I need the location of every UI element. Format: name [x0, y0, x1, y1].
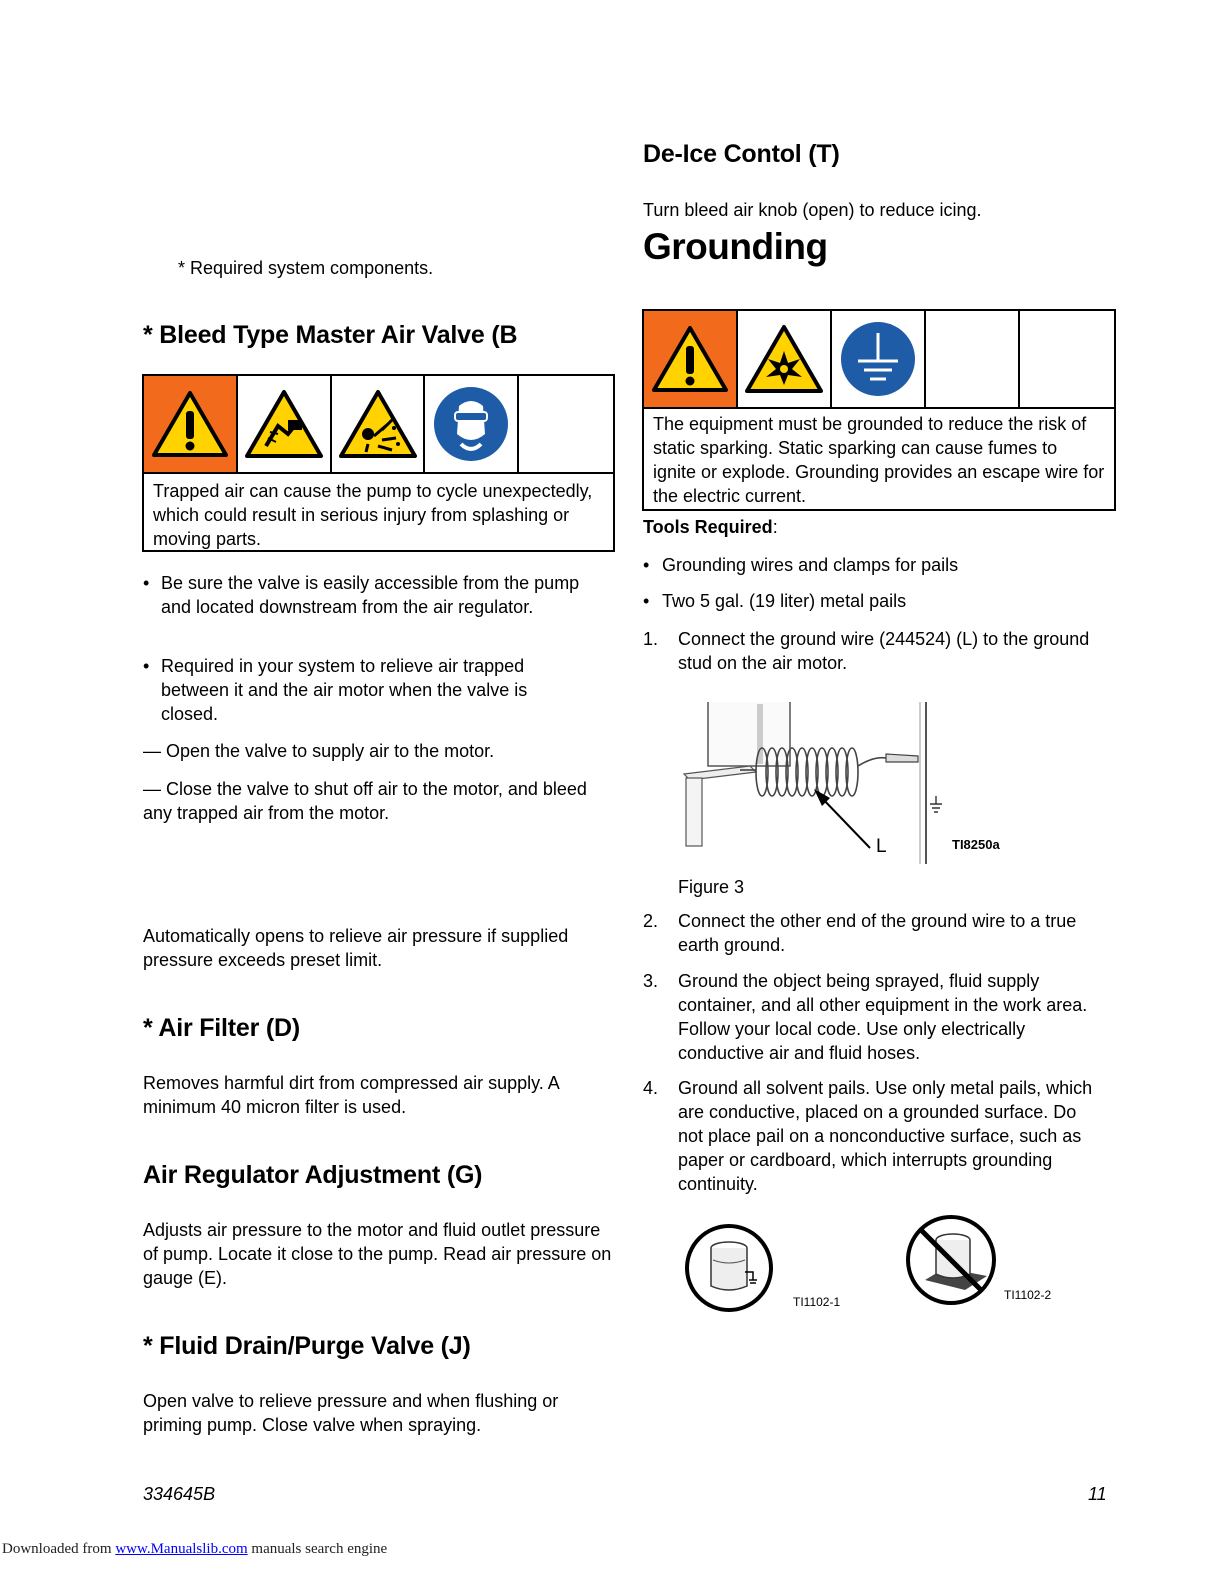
pail-code-1: TI1102-1: [793, 1295, 841, 1309]
tools-label: Tools Required: [643, 517, 773, 537]
bullet-text: Required in your system to relieve air trapped between it and the air motor when the valve is closed.: [161, 656, 528, 724]
open-valve-line: — Open the valve to supply air to the motor.: [143, 741, 495, 761]
eye-protection-icon: [425, 376, 519, 472]
step-3: 3. Ground the object being sprayed, fluid supply container, and all other equipment in the work area. Follow your local code. Use only electrically conductive air and fluid hoses.: [643, 971, 1088, 1063]
page-number: 11: [1088, 1484, 1107, 1504]
deice-heading: De-Ice Contol (T): [643, 140, 840, 168]
grounded-pail-icon: [683, 1220, 783, 1316]
required-note: * Required system components.: [178, 258, 434, 278]
tools-bullet-2: • Two 5 gal. (19 liter) metal pails: [643, 589, 1103, 613]
figure-callout-l: L: [876, 836, 887, 857]
warning-exclamation-icon: [144, 376, 238, 472]
grounding-heading: Grounding: [643, 226, 828, 267]
warning-exclamation-icon: [644, 311, 738, 407]
relief-valve-text: Automatically opens to relieve air pressure if supplied pressure exceeds preset limit.: [143, 926, 569, 970]
close-valve-line: — Close the valve to shut off air to the motor, and bleed any trapped air from the motor.: [143, 779, 587, 823]
bullet-text: Be sure the valve is easily accessible from the pump and located downstream from the air regulator.: [161, 573, 580, 617]
grounding-warning-box: [642, 309, 1116, 511]
ground-symbol-icon: [832, 311, 926, 407]
warning-icon-row: [644, 311, 1114, 409]
empty-icon-cell: [519, 376, 613, 472]
warning-icon-row: [144, 376, 613, 474]
bleed-warning-box: [142, 374, 615, 552]
empty-icon-cell: [926, 311, 1020, 407]
step-4: 4. Ground all solvent pails. Use only metal pails, which are conductive, placed on a grounded surface. Do not place pail on a nonconductive surface, such as paper or cardboard, which interrupts grounding continuity.: [643, 1078, 1093, 1194]
deice-text: Turn bleed air knob (open) to reduce icing.: [643, 200, 982, 220]
pail-code-2: TI1102-2: [1004, 1288, 1052, 1302]
air-regulator-text: Adjusts air pressure to the motor and fluid outlet pressure of pump. Locate it close to the pump. Read air pressure on gauge (E).: [143, 1220, 612, 1288]
air-filter-heading: * Air Filter (D): [143, 1014, 300, 1042]
air-filter-text: Removes harmful dirt from compressed air supply. A minimum 40 micron filter is used.: [143, 1073, 559, 1117]
fluid-drain-heading: * Fluid Drain/Purge Valve (J): [143, 1332, 471, 1360]
tools-bullet-1: • Grounding wires and clamps for pails: [643, 553, 1103, 577]
moving-parts-hazard-icon: [238, 376, 332, 472]
figure-caption: Figure 3: [678, 877, 745, 897]
step-2: 2. Connect the other end of the ground wire to a true earth ground.: [643, 911, 1077, 955]
step-1: 1. Connect the ground wire (244524) (L) to the ground stud on the air motor.: [643, 629, 1090, 673]
ground-wire-figure: [680, 700, 1020, 868]
bleed-bullet-1: • Be sure the valve is easily accessible from the pump and located downstream from the air regulator.: [143, 571, 583, 619]
figure-code: TI8250a: [952, 837, 1000, 852]
fluid-drain-text: Open valve to relieve pressure and when flushing or priming pump. Close valve when spraying.: [143, 1391, 559, 1435]
bullet-text: Grounding wires and clamps for pails: [662, 555, 959, 575]
grounding-warning-text: The equipment must be grounded to reduce the risk of static sparking. Static sparking can cause fumes to ignite or explode. Grounding provides an escape wire for the electric current.: [653, 414, 1105, 506]
bleed-valve-heading: * Bleed Type Master Air Valve (B: [143, 321, 518, 349]
nonconductive-pail-prohibited-icon: [903, 1210, 1003, 1310]
download-banner: Downloaded from www.Manualslib.com manuals search engine: [2, 1541, 388, 1557]
bleed-warning-text: Trapped air can cause the pump to cycle unexpectedly, which could result in serious injury from splashing or moving parts.: [153, 481, 593, 549]
bleed-bullet-2: • Required in your system to relieve air trapped between it and the air motor when the valve is closed.: [143, 654, 583, 726]
manualslib-link[interactable]: www.Manualslib.com: [115, 1541, 248, 1557]
tools-required-label: Tools Required:: [643, 517, 778, 537]
bullet-text: Two 5 gal. (19 liter) metal pails: [662, 591, 907, 611]
empty-icon-cell: [1020, 311, 1114, 407]
splash-hazard-icon: [332, 376, 426, 472]
document-number: 334645B: [143, 1484, 216, 1504]
fire-explosion-icon: [738, 311, 832, 407]
air-regulator-heading: Air Regulator Adjustment (G): [143, 1161, 483, 1189]
